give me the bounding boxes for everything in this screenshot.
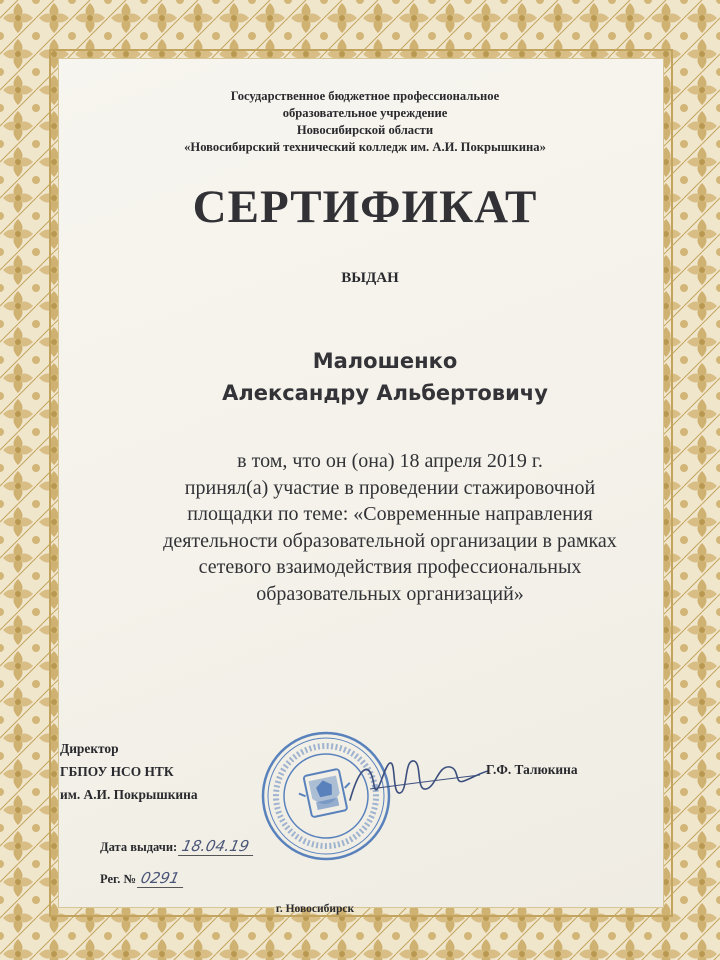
issued-label: ВЫДАН	[341, 270, 399, 286]
city-footer: г. Новосибирск	[275, 903, 355, 915]
signer-name: Г.Ф. Талюкина	[486, 762, 578, 777]
registration-number: 0291	[137, 869, 187, 888]
registration-label: Рег. №	[100, 872, 137, 886]
body-line: в том, что он (она) 18 апреля 2019 г.	[237, 450, 543, 472]
recipient-given-names: Александру Альбертовичу	[222, 381, 548, 405]
org-line: образовательное учреждение	[282, 106, 448, 120]
director-line: Директор	[60, 741, 119, 756]
issue-date-row	[100, 837, 255, 856]
organization-header	[110, 88, 620, 156]
recipient-surname: Малошенко	[312, 349, 458, 373]
director-title	[60, 737, 198, 806]
director-line: ГБПОУ НСО НТК	[60, 764, 174, 779]
certificate-body	[110, 448, 670, 607]
body-line: площадки по теме: «Современные направления	[187, 503, 593, 525]
handwritten-signature-icon	[340, 745, 490, 815]
recipient-name	[110, 345, 660, 409]
certificate-title: СЕРТИФИКАТ	[192, 181, 538, 233]
body-line: сетевого взаимодействия профессиональных	[198, 556, 582, 578]
director-line: им. А.И. Покрышкина	[60, 787, 198, 802]
issue-date-value: 18.04.19	[178, 837, 257, 856]
body-line: деятельности образовательной организации в рамках	[163, 529, 617, 552]
body-line: принял(а) участие в проведении стажировочной	[184, 476, 596, 499]
org-line: Новосибирской области	[296, 123, 434, 137]
issue-date-label: Дата выдачи:	[100, 840, 178, 854]
registration-row	[100, 869, 185, 888]
body-line: образовательных организаций»	[256, 582, 524, 605]
org-line: Государственное бюджетное профессиональное	[230, 89, 500, 103]
org-line: «Новосибирский технический колледж им. А.И. Покрышкина»	[184, 140, 546, 154]
